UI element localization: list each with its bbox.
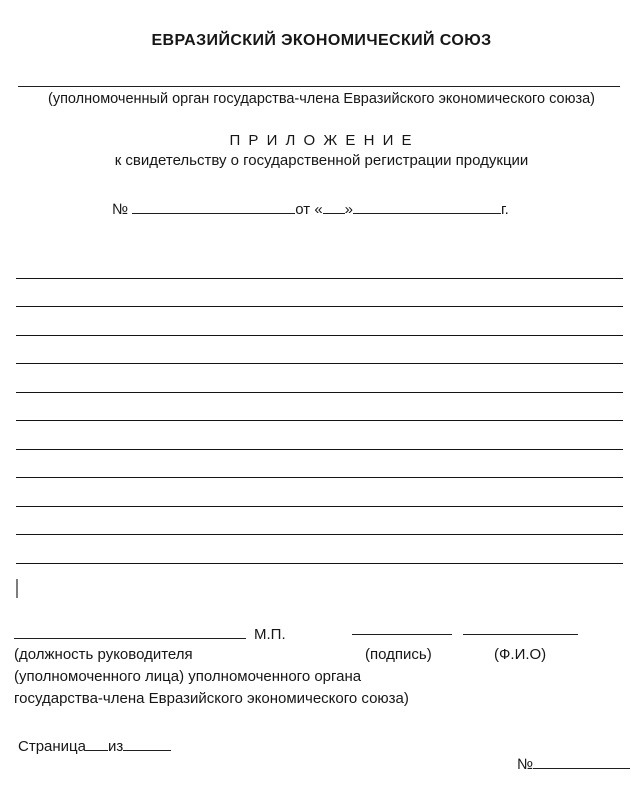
authority-rule-line (18, 86, 620, 87)
signature-blank[interactable] (352, 634, 452, 635)
number-row (112, 200, 509, 218)
doc-number-row (517, 755, 630, 773)
ruled-lines (16, 250, 623, 564)
ruled-line[interactable] (16, 393, 623, 422)
ruled-line[interactable] (16, 336, 623, 365)
ruled-line[interactable] (16, 478, 623, 507)
position-caption-3: государства-члена Евразийского экономического союза) (14, 690, 409, 707)
ruled-line[interactable] (16, 507, 623, 536)
ruled-line[interactable] (16, 250, 623, 279)
appendix-subtitle: к свидетельству о государственной регистрации продукции (114, 152, 529, 169)
quote-close-label: » (344, 201, 354, 218)
of-label: из (107, 738, 124, 755)
ruled-line[interactable] (16, 279, 623, 308)
name-caption: (Ф.И.О) (494, 646, 547, 663)
day-blank[interactable] (323, 200, 345, 214)
number-label: № (112, 201, 129, 218)
page-number-blank[interactable] (86, 737, 108, 751)
appendix-title: П Р И Л О Ж Е Н И Е (229, 132, 414, 149)
authority-caption: (уполномоченный орган государства-члена Евразийского экономического союза) (47, 91, 596, 107)
name-blank[interactable] (463, 634, 578, 635)
year-suffix-label: г. (501, 201, 509, 218)
doc-number-label: № (517, 756, 534, 773)
ruled-line[interactable] (16, 535, 623, 564)
position-caption-2: (уполномоченного лица) уполномоченного органа (14, 668, 362, 685)
position-blank[interactable] (14, 638, 246, 639)
position-caption: (должность руководителя (14, 646, 193, 663)
seal-label: М.П. (254, 626, 286, 643)
ruled-line[interactable] (16, 307, 623, 336)
date-blank[interactable] (353, 200, 501, 214)
doc-number-blank[interactable] (533, 755, 630, 769)
page-label: Страница (18, 738, 86, 755)
signature-caption: (подпись) (365, 646, 432, 663)
page-title: ЕВРАЗИЙСКИЙ ЭКОНОМИЧЕСКИЙ СОЮЗ (151, 32, 492, 49)
text-cursor (16, 579, 18, 598)
number-blank[interactable] (132, 200, 295, 214)
ruled-line[interactable] (16, 450, 623, 479)
ruled-line[interactable] (16, 364, 623, 393)
footer-page-row (18, 737, 171, 755)
ruled-line[interactable] (16, 421, 623, 450)
from-label: от « (295, 201, 323, 218)
total-pages-blank[interactable] (123, 737, 171, 751)
